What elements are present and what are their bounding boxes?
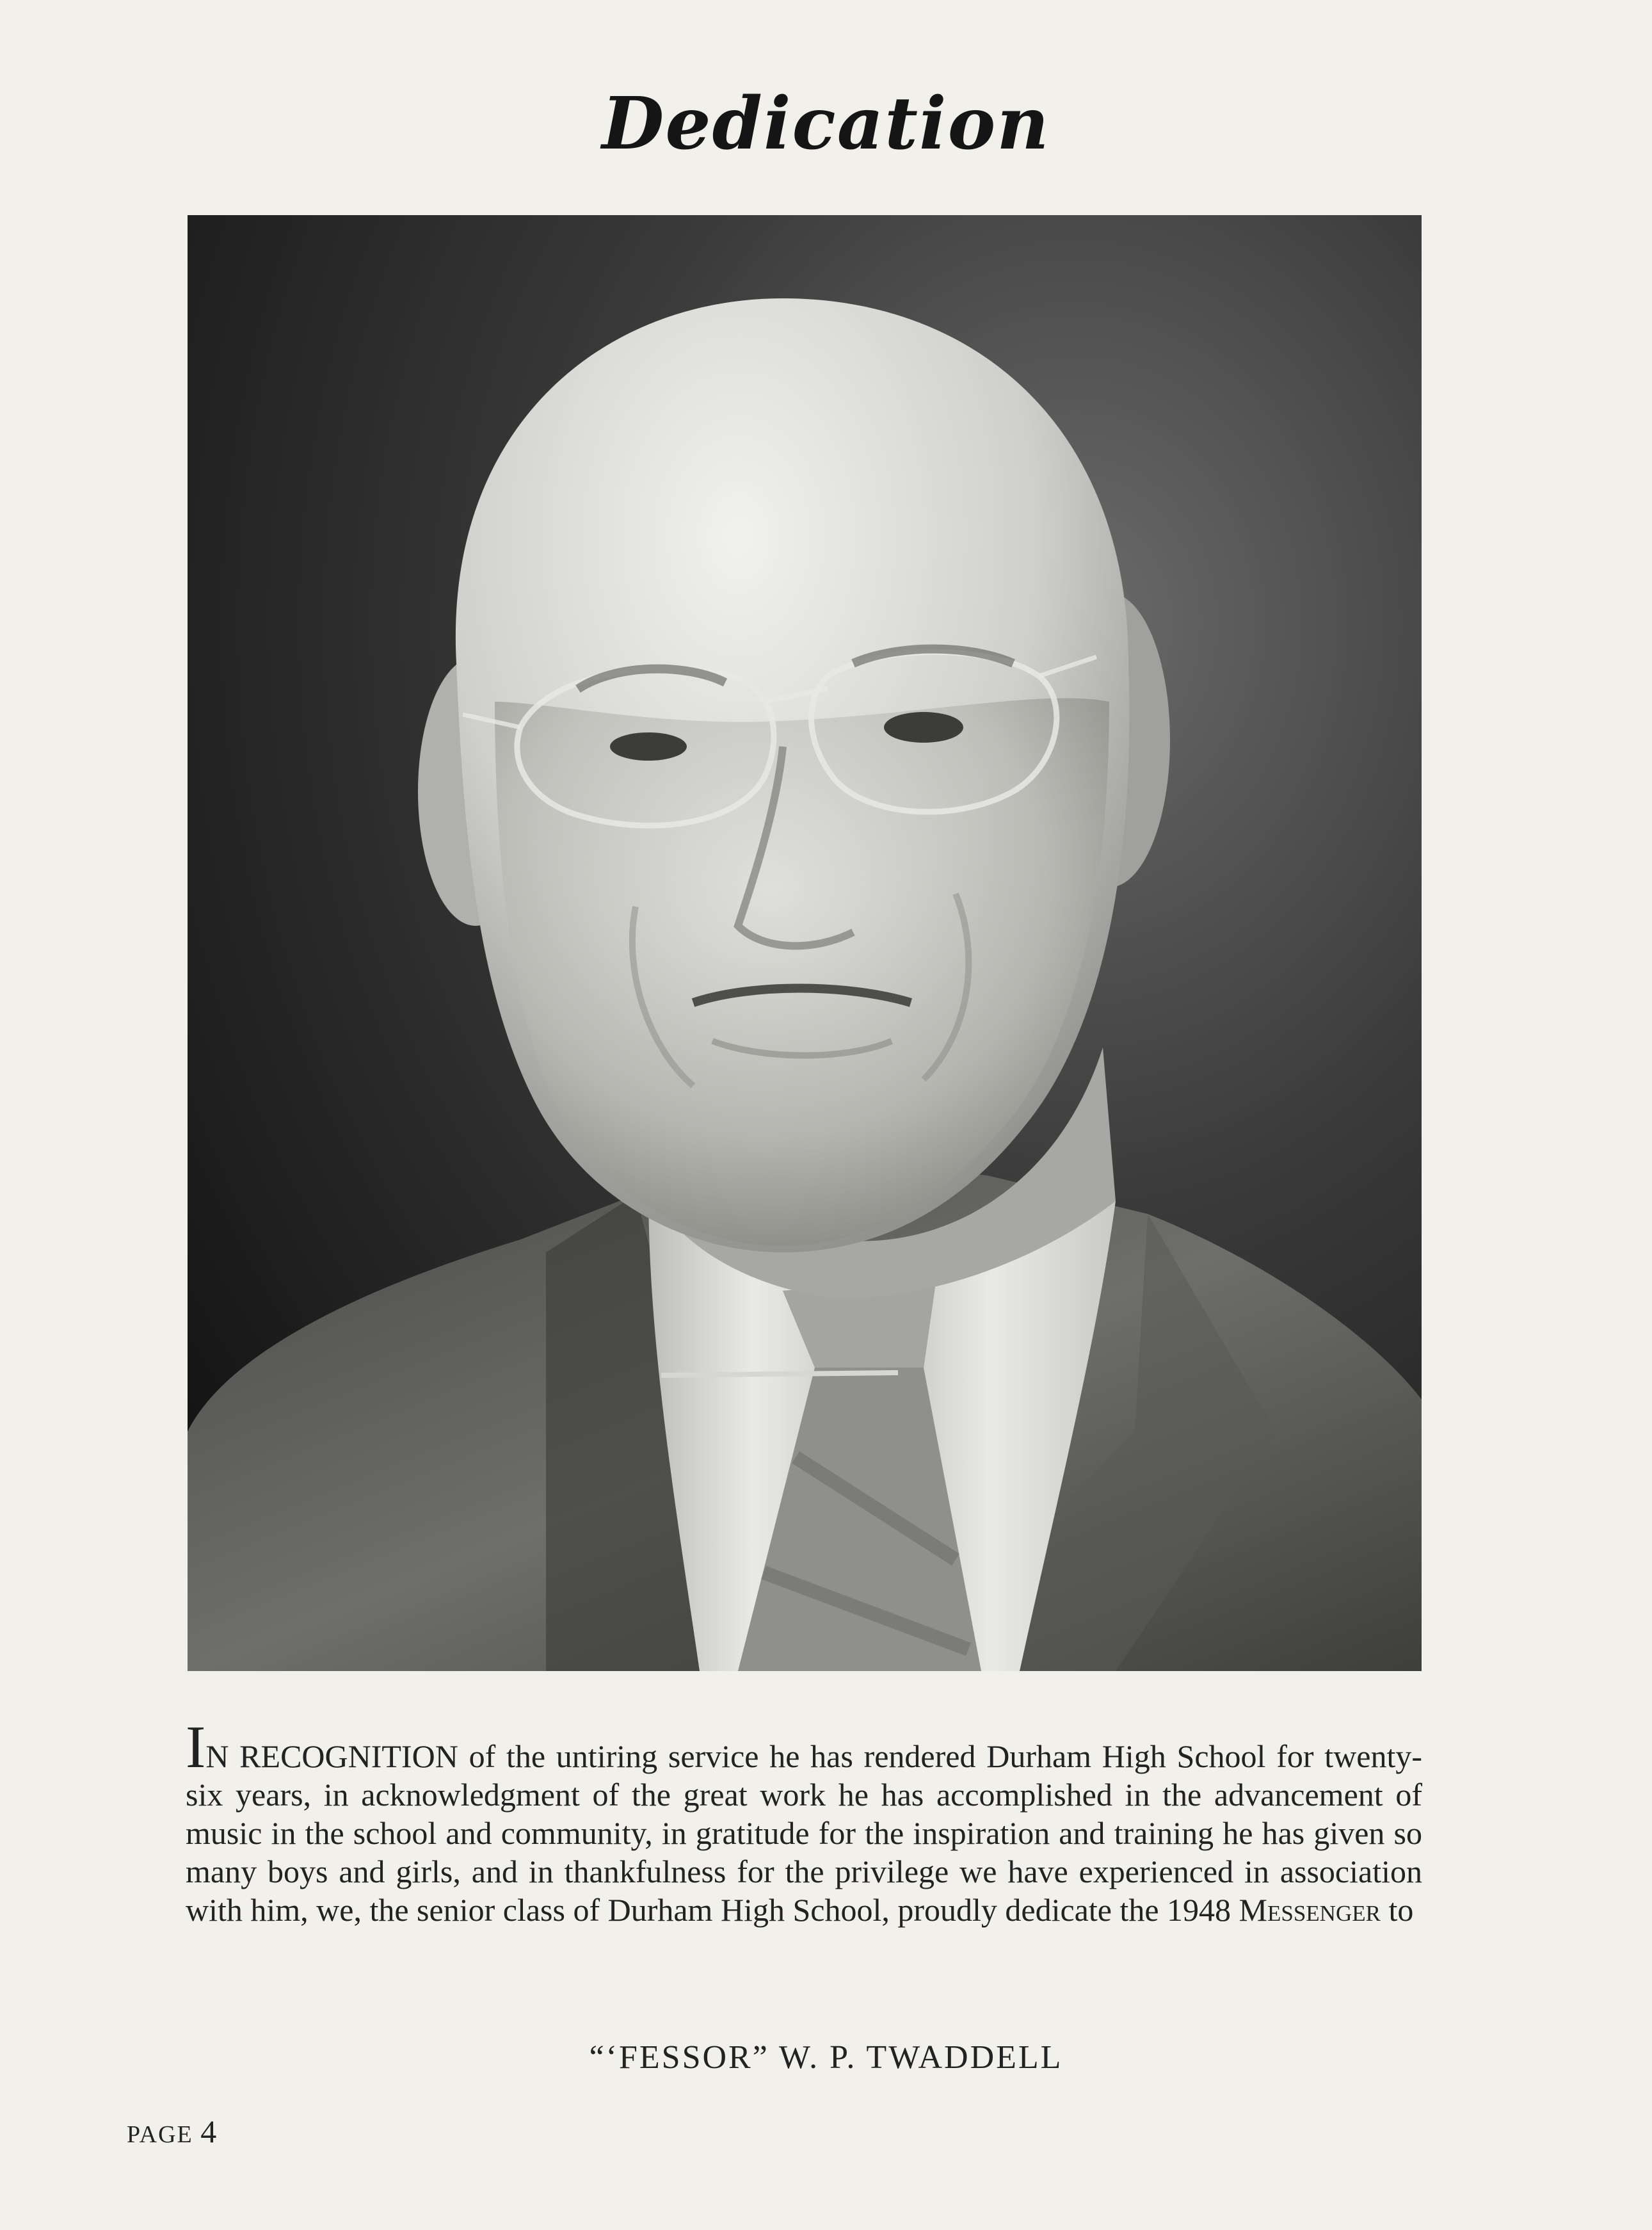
paragraph-body: of the untiring service he has rendered Durham High School for twenty-six years, in acknowledgment of the great work he has accomplished in the advancement of music in the school and community, in gratitude for the inspiration and training he has given so many boys and girls, and in thankfulness for the privilege we have experienced in association with him, we, the senior class of Durham High School, proudly dedicate the 1948 [186,1738,1422,1928]
drop-cap: I [186,1714,206,1781]
dedication-paragraph [186,1714,1422,1929]
page-number [127,2113,218,2150]
dedication-title: Dedication [602,82,1050,166]
portrait-photo [188,215,1422,1671]
dedicatee-name: “‘FESSOR” W. P. TWADDELL [589,2039,1063,2076]
page-label: PAGE [127,2121,193,2148]
paragraph-lead: N RECOGNITION [205,1738,458,1774]
paragraph-ending: to [1380,1892,1414,1928]
page-number-value: 4 [200,2113,218,2149]
publication-name: Messenger [1239,1892,1381,1928]
